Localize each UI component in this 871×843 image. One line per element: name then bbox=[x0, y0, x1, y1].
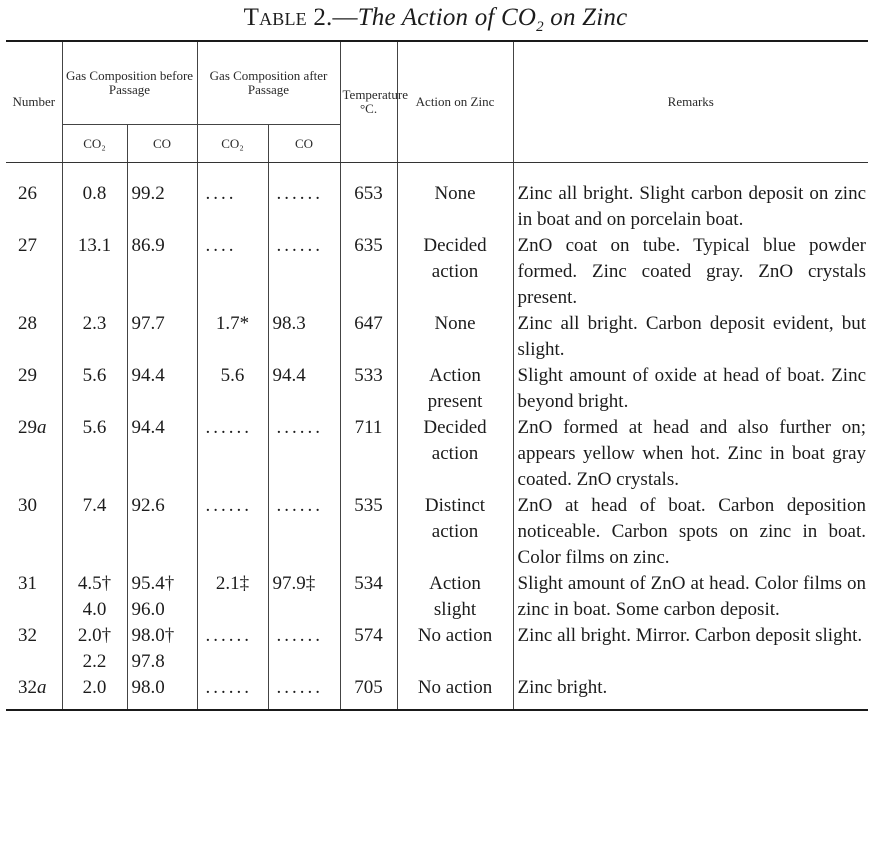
co-before-value: 97.7 bbox=[131, 313, 165, 334]
action-text: No action bbox=[417, 625, 493, 646]
row-number: 32 bbox=[18, 677, 37, 698]
co2-before-value: 2.3 bbox=[82, 313, 107, 334]
remarks-text: Zinc all bright. Mirror. Carbon deposit slight. bbox=[517, 625, 863, 646]
table-title-subscript: 2 bbox=[536, 19, 544, 35]
cell-temperature bbox=[340, 675, 397, 710]
temperature-value: 635 bbox=[354, 235, 383, 256]
cell-co-after bbox=[268, 623, 340, 675]
cell-action bbox=[397, 415, 513, 493]
cell-remarks bbox=[513, 233, 868, 311]
cell-action bbox=[397, 163, 513, 234]
cell-number bbox=[6, 363, 62, 415]
table-body bbox=[6, 163, 868, 711]
header-remarks: Remarks bbox=[513, 41, 868, 163]
action-text: No action bbox=[417, 677, 493, 698]
co-before-value: 99.2 bbox=[131, 183, 165, 204]
cell-remarks bbox=[513, 163, 868, 234]
co-before-value: 98.0† bbox=[131, 625, 175, 646]
cell-remarks bbox=[513, 363, 868, 415]
cell-action bbox=[397, 233, 513, 311]
cell-co2-before bbox=[62, 363, 127, 415]
action-text: action bbox=[431, 443, 479, 464]
table-row bbox=[6, 571, 868, 623]
cell-temperature bbox=[340, 571, 397, 623]
header-temperature: Temperature °C. bbox=[340, 41, 397, 163]
remarks-text: ZnO coat on tube. Typical blue powder formed. Zinc coated gray. ZnO crystals present. bbox=[517, 235, 867, 308]
co-before-value: 98.0 bbox=[131, 677, 165, 698]
table-title bbox=[0, 4, 871, 36]
co2-before-value: 7.4 bbox=[82, 495, 107, 516]
cell-number bbox=[6, 623, 62, 675]
cell-co-after bbox=[268, 415, 340, 493]
cell-co2-before bbox=[62, 675, 127, 710]
co2-before-value: 2.0† bbox=[77, 625, 112, 646]
cell-co-before bbox=[127, 363, 197, 415]
remarks-text: Zinc all bright. Slight carbon deposit on zinc in boat and on porcelain boat. bbox=[517, 183, 867, 230]
row-number: 28 bbox=[18, 313, 37, 334]
remarks-text: ZnO formed at head and also further on; appears yellow when hot. Zinc in boat gray coated. ZnO crystals. bbox=[517, 417, 867, 490]
cell-temperature bbox=[340, 163, 397, 234]
table-title-text-end: on Zinc bbox=[543, 4, 628, 31]
cell-co2-after bbox=[197, 311, 268, 363]
row-number: 29 bbox=[18, 417, 37, 438]
cell-co-before bbox=[127, 311, 197, 363]
cell-co2-before bbox=[62, 493, 127, 571]
row-number: 30 bbox=[18, 495, 37, 516]
cell-action bbox=[397, 675, 513, 710]
cell-co2-after bbox=[197, 415, 268, 493]
co-after-value: 97.9‡ bbox=[272, 573, 316, 594]
header-gas-before: Gas Composition before Passage bbox=[62, 41, 197, 125]
cell-number bbox=[6, 415, 62, 493]
remarks-text: Zinc bright. bbox=[517, 677, 608, 698]
cell-remarks bbox=[513, 311, 868, 363]
cell-co2-before bbox=[62, 311, 127, 363]
cell-co2-before bbox=[62, 163, 127, 234]
action-text: action bbox=[431, 261, 479, 282]
cell-temperature bbox=[340, 493, 397, 571]
row-number: 32 bbox=[18, 625, 37, 646]
cell-co-after bbox=[268, 493, 340, 571]
action-text: Action bbox=[429, 365, 481, 386]
remarks-text: Zinc all bright. Carbon deposit evident, but slight. bbox=[517, 313, 867, 360]
row-number: 31 bbox=[18, 573, 37, 594]
co-after-value: ...... bbox=[276, 495, 324, 516]
header-gas-after: Gas Composition after Passage bbox=[197, 41, 340, 125]
cell-co2-before bbox=[62, 233, 127, 311]
cell-co-after bbox=[268, 571, 340, 623]
cell-action bbox=[397, 363, 513, 415]
cell-co2-after bbox=[197, 493, 268, 571]
cell-co-after bbox=[268, 233, 340, 311]
co2-after-value: .... bbox=[205, 235, 237, 256]
row-number: 27 bbox=[18, 235, 37, 256]
cell-co2-after bbox=[197, 163, 268, 234]
table-row bbox=[6, 493, 868, 571]
temperature-value: 653 bbox=[354, 183, 383, 204]
co2-before-value: 13.1 bbox=[77, 235, 112, 256]
row-number-suffix: a bbox=[37, 417, 47, 438]
cell-co-after bbox=[268, 311, 340, 363]
co2-before-value: 2.2 bbox=[82, 651, 107, 672]
cell-remarks bbox=[513, 675, 868, 710]
co2-before-value: 5.6 bbox=[82, 417, 107, 438]
cell-co-before bbox=[127, 233, 197, 311]
cell-temperature bbox=[340, 623, 397, 675]
co2-after-value: 2.1‡ bbox=[215, 573, 250, 594]
action-text: Decided bbox=[423, 235, 487, 256]
cell-co2-before bbox=[62, 571, 127, 623]
row-number-suffix: a bbox=[37, 677, 47, 698]
co2-before-value: 5.6 bbox=[82, 365, 107, 386]
cell-co-before bbox=[127, 675, 197, 710]
table-title-lead: Table 2. bbox=[243, 4, 333, 31]
cell-co-before bbox=[127, 415, 197, 493]
cell-number bbox=[6, 163, 62, 234]
co-after-value: ...... bbox=[276, 625, 324, 646]
table-row bbox=[6, 233, 868, 311]
cell-temperature bbox=[340, 363, 397, 415]
co2-after-value: ...... bbox=[205, 417, 253, 438]
action-text: Distinct bbox=[424, 495, 486, 516]
co-after-value: ...... bbox=[276, 417, 324, 438]
table-row bbox=[6, 311, 868, 363]
row-number: 26 bbox=[18, 183, 37, 204]
co2-after-value: 1.7* bbox=[215, 313, 250, 334]
table-row bbox=[6, 163, 868, 234]
temperature-value: 533 bbox=[354, 365, 383, 386]
table-title-caption bbox=[357, 4, 628, 35]
cell-action bbox=[397, 493, 513, 571]
cell-co2-after bbox=[197, 571, 268, 623]
cell-co2-before bbox=[62, 623, 127, 675]
co-after-value: 98.3 bbox=[272, 313, 306, 334]
cell-co-before bbox=[127, 163, 197, 234]
cell-co2-after bbox=[197, 363, 268, 415]
cell-remarks bbox=[513, 493, 868, 571]
action-text: action bbox=[431, 521, 479, 542]
row-number: 29 bbox=[18, 365, 37, 386]
table-header bbox=[6, 41, 868, 163]
cell-temperature bbox=[340, 415, 397, 493]
cell-co-after bbox=[268, 163, 340, 234]
table-row bbox=[6, 623, 868, 675]
header-co2-before: CO₂ bbox=[62, 125, 127, 163]
temperature-value: 574 bbox=[354, 625, 383, 646]
action-text: slight bbox=[433, 599, 477, 620]
co2-after-value: ...... bbox=[205, 495, 253, 516]
remarks-text: ZnO at head of boat. Carbon deposition noticeable. Carbon spots on zinc in boat. Color films on zinc. bbox=[517, 495, 867, 568]
action-text: None bbox=[434, 183, 476, 204]
cell-remarks bbox=[513, 415, 868, 493]
data-table bbox=[6, 40, 868, 711]
header-co-after: CO bbox=[268, 125, 340, 163]
cell-number bbox=[6, 571, 62, 623]
cell-co-after bbox=[268, 675, 340, 710]
cell-co2-after bbox=[197, 233, 268, 311]
co-before-value: 92.6 bbox=[131, 495, 165, 516]
action-text: None bbox=[434, 313, 476, 334]
cell-co-before bbox=[127, 493, 197, 571]
cell-temperature bbox=[340, 233, 397, 311]
cell-action bbox=[397, 571, 513, 623]
co-after-value: ...... bbox=[276, 677, 324, 698]
temperature-value: 535 bbox=[354, 495, 383, 516]
co-before-value: 94.4 bbox=[131, 365, 165, 386]
cell-co-after bbox=[268, 363, 340, 415]
action-text: Action bbox=[429, 573, 481, 594]
cell-number bbox=[6, 311, 62, 363]
cell-number bbox=[6, 493, 62, 571]
co2-after-value: 5.6 bbox=[220, 365, 245, 386]
co2-before-value: 0.8 bbox=[82, 183, 107, 204]
header-co2-after: CO₂ bbox=[197, 125, 268, 163]
co-before-value: 94.4 bbox=[131, 417, 165, 438]
temperature-value: 711 bbox=[354, 417, 383, 438]
cell-number bbox=[6, 675, 62, 710]
co2-after-value: ...... bbox=[205, 677, 253, 698]
cell-remarks bbox=[513, 571, 868, 623]
co-before-value: 86.9 bbox=[131, 235, 165, 256]
table-row bbox=[6, 415, 868, 493]
header-co-before: CO bbox=[127, 125, 197, 163]
cell-number bbox=[6, 233, 62, 311]
co-after-value: ...... bbox=[276, 235, 324, 256]
co-after-value: ...... bbox=[276, 183, 324, 204]
remarks-text: Slight amount of oxide at head of boat. Zinc beyond bright. bbox=[517, 365, 867, 412]
cell-remarks bbox=[513, 623, 868, 675]
table-title-text: The Action of CO bbox=[357, 4, 537, 31]
table-row bbox=[6, 675, 868, 710]
table-row bbox=[6, 363, 868, 415]
cell-co-before bbox=[127, 571, 197, 623]
co2-before-value: 4.0 bbox=[82, 599, 107, 620]
remarks-text: Slight amount of ZnO at head. Color films on zinc in boat. Some carbon deposit. bbox=[517, 573, 867, 620]
co2-before-value: 4.5† bbox=[77, 573, 112, 594]
header-number: Number bbox=[6, 41, 62, 163]
temperature-value: 647 bbox=[354, 313, 383, 334]
co2-after-value: .... bbox=[205, 183, 237, 204]
table-title-dash: — bbox=[332, 4, 358, 31]
co-before-value: 96.0 bbox=[131, 599, 165, 620]
cell-action bbox=[397, 623, 513, 675]
cell-action bbox=[397, 311, 513, 363]
cell-co2-after bbox=[197, 675, 268, 710]
cell-co2-before bbox=[62, 415, 127, 493]
co-before-value: 95.4† bbox=[131, 573, 175, 594]
co2-before-value: 2.0 bbox=[82, 677, 107, 698]
temperature-value: 705 bbox=[354, 677, 383, 698]
cell-temperature bbox=[340, 311, 397, 363]
action-text: present bbox=[427, 391, 483, 412]
co2-after-value: ...... bbox=[205, 625, 253, 646]
cell-co2-after bbox=[197, 623, 268, 675]
header-action: Action on Zinc bbox=[397, 41, 513, 163]
co-before-value: 97.8 bbox=[131, 651, 165, 672]
temperature-value: 534 bbox=[354, 573, 383, 594]
action-text: Decided bbox=[423, 417, 487, 438]
cell-co-before bbox=[127, 623, 197, 675]
co-after-value: 94.4 bbox=[272, 365, 306, 386]
